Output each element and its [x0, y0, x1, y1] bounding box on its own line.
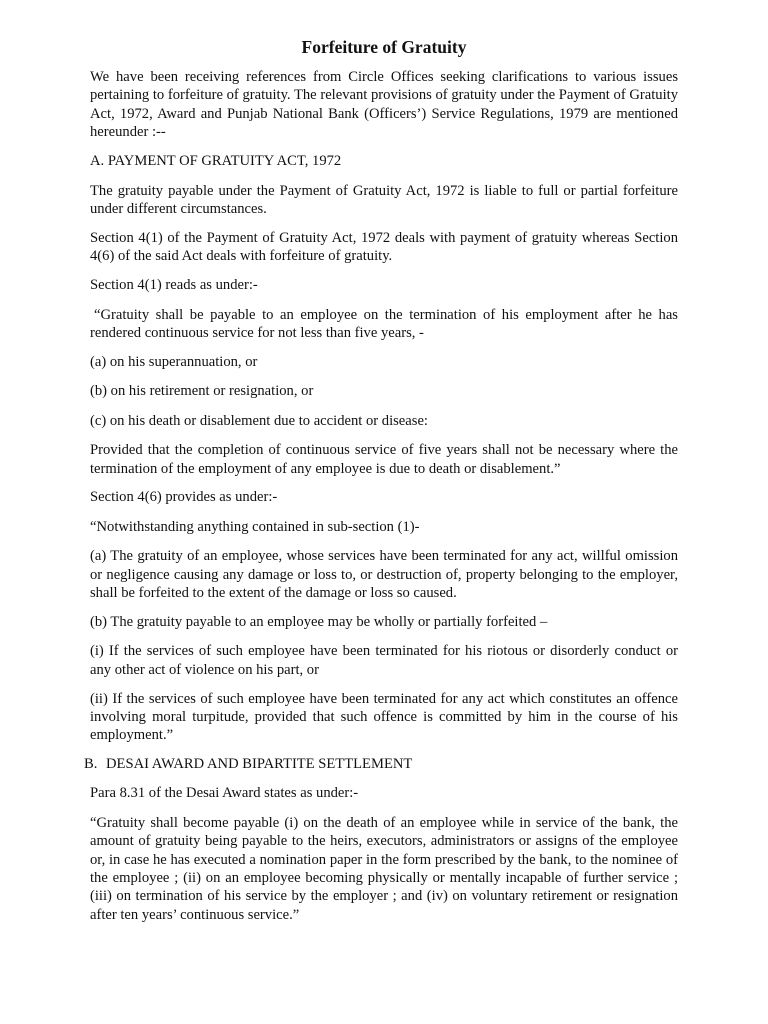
document-title: Forfeiture of Gratuity	[301, 37, 467, 57]
list-item-a: (a) on his superannuation, or	[90, 353, 258, 370]
section-b-heading	[84, 755, 678, 773]
list-item-c: (c) on his death or disablement due to accident or disease:	[90, 412, 428, 429]
liable-paragraph: The gratuity payable under the Payment of Gratuity Act, 1972 is liable to full or partial forfeiture under different circumstances.	[90, 182, 678, 217]
section-41-intro: Section 4(1) reads as under:-	[90, 277, 258, 294]
section-41-quote: “Gratuity shall be payable to an employee on the termination of his employment after he has rendered continuous service for not less than five years, -	[90, 306, 678, 341]
section-a-heading: A. PAYMENT OF GRATUITY ACT, 1972	[90, 153, 342, 170]
section-46-quote: “Notwithstanding anything contained in sub-section (1)-	[90, 518, 420, 535]
sections-paragraph: Section 4(1) of the Payment of Gratuity Act, 1972 deals with payment of gratuity whereas Section 4(6) of the said Act deals with forfeiture of gratuity.	[90, 229, 678, 265]
clause-i-paragraph: (i) If the services of such employee have been terminated for his riotous or disorderly conduct or any other act of violence on his part, or	[90, 643, 678, 678]
clause-b-paragraph: (b) The gratuity payable to an employee may be wholly or partially forfeited –	[90, 613, 548, 630]
section-b-heading-text: DESAI AWARD AND BIPARTITE SETTLEMENT	[106, 756, 413, 773]
section-46-intro: Section 4(6) provides as under:-	[90, 489, 278, 506]
intro-paragraph: We have been receiving references from Circle Offices seeking clarifications to various issues pertaining to forfeiture of gratuity. The relevant provisions of gratuity under the Payment of Gratuity Act, 1972, Award and Punjab National Bank (Officers’) Service Regulations, 1979 are mentioned hereunder :--	[90, 69, 678, 141]
para-831-intro: Para 8.31 of the Desai Award states as under:-	[90, 785, 359, 802]
para-831-quote: “Gratuity shall become payable (i) on the death of an employee while in service of the bank, the amount of gratuity being payable to the heirs, executors, administrators or assigns of the employee or, in case he has executed a nomination paper in the form prescribed by the bank, to the nominee of the employee ; (ii) on an employee becoming physically or mentally incapable of further service ; (iii) on termination of his service by the employer ; and (iv) on voluntary retirement or resignation after ten years’ continuous service.”	[90, 814, 678, 923]
list-item-b: (b) on his retirement or resignation, or	[90, 383, 314, 400]
proviso-paragraph: Provided that the completion of continuous service of five years shall not be necessary where the termination of the employment of any employee is due to death or disablement.”	[90, 442, 678, 477]
clause-a-paragraph: (a) The gratuity of an employee, whose services have been terminated for any act, willful omission or negligence causing any damage or loss to, or destruction of, property belonging to the employer, shall be forfeited to the extent of the damage or loss so caused.	[90, 548, 678, 602]
section-b-number: B.	[84, 756, 98, 773]
clause-ii-paragraph: (ii) If the services of such employee have been terminated for any act which constitutes an offence involving moral turpitude, provided that such offence is committed by him in the course of his employment.”	[90, 690, 678, 744]
